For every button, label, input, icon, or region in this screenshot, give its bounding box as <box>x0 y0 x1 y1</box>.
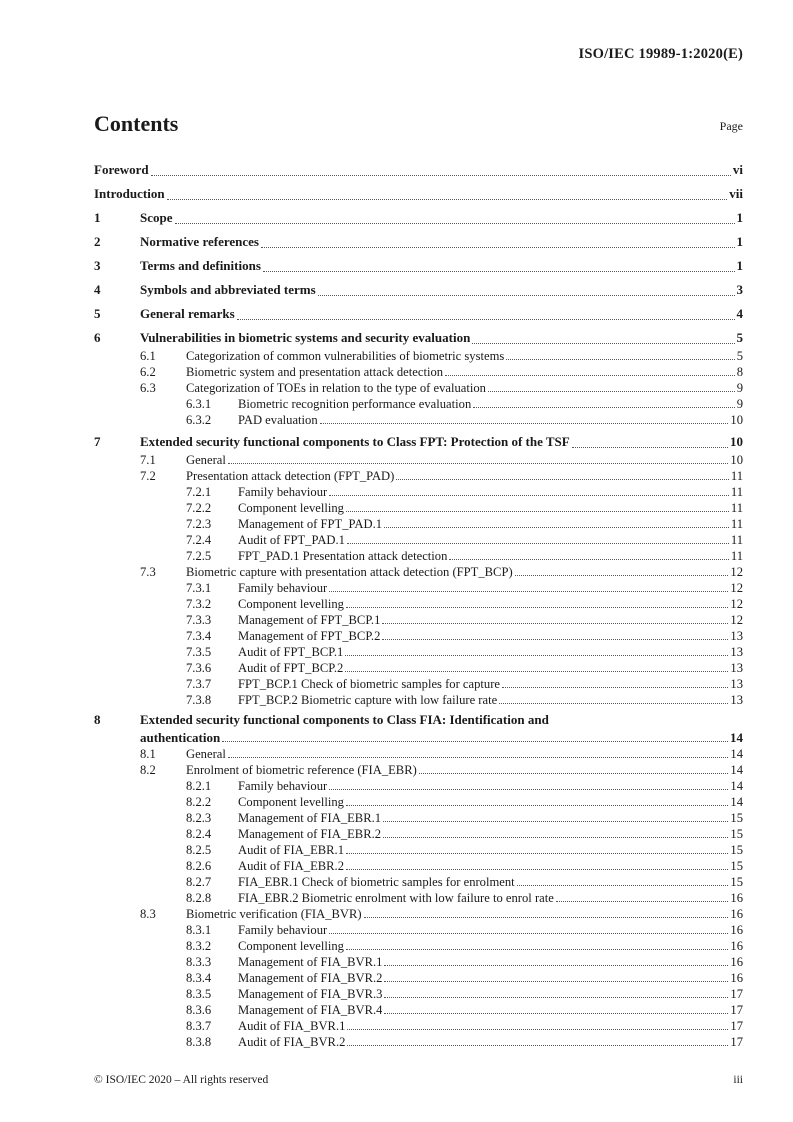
toc-entry[interactable] <box>94 208 743 228</box>
dot-leader <box>167 199 728 200</box>
toc-entry-number: 8.3.4 <box>186 971 212 985</box>
dot-leader <box>383 821 728 822</box>
toc-entry-title: FIA_EBR.2 Biometric enrolment with low failure to enrol rate <box>238 891 554 905</box>
toc-entry[interactable] <box>94 280 743 300</box>
toc-entry-title: Audit of FIA_BVR.1 <box>238 1019 346 1033</box>
toc-entry[interactable] <box>94 580 743 596</box>
toc-entry-number: 8.2.5 <box>186 843 212 857</box>
toc-entry-page: 1 <box>736 234 743 249</box>
toc-entry-page: 14 <box>730 763 743 777</box>
toc-entry-page: 10 <box>730 453 743 467</box>
toc-entry-number: 4 <box>94 282 101 297</box>
toc-entry[interactable] <box>94 256 743 276</box>
toc-entry-title: Audit of FPT_PAD.1 <box>238 533 345 547</box>
toc-entry-title: General <box>186 747 226 761</box>
toc-entry[interactable] <box>94 644 743 660</box>
toc-entry[interactable] <box>94 778 743 794</box>
toc-entry[interactable] <box>94 468 743 484</box>
page-title: Contents <box>94 111 179 136</box>
toc-entry[interactable] <box>94 596 743 612</box>
dot-leader <box>502 687 728 688</box>
toc-entry-page: 11 <box>730 549 743 563</box>
toc-entry-number: 7.3.5 <box>186 645 212 659</box>
toc-entry[interactable] <box>94 548 743 564</box>
toc-entry-number: 7.2.3 <box>186 517 212 531</box>
toc-entry[interactable] <box>94 532 743 548</box>
toc-entry-page: 11 <box>730 469 743 483</box>
dot-leader <box>556 901 729 902</box>
page-column-label: Page <box>719 119 743 133</box>
toc-entry[interactable] <box>94 810 743 826</box>
dot-leader <box>382 623 728 624</box>
toc-entry[interactable] <box>94 660 743 676</box>
dot-leader <box>329 789 728 790</box>
toc-entry-title: Biometric recognition performance evaluation <box>238 397 472 411</box>
dot-leader <box>345 671 728 672</box>
toc-entry-title: Management of FIA_EBR.1 <box>238 811 382 825</box>
toc-entry-number: 7 <box>94 434 101 449</box>
toc-entry[interactable] <box>94 452 743 468</box>
toc-entry[interactable] <box>94 890 743 906</box>
toc-entry-number: 6.1 <box>140 349 156 363</box>
toc-entry-title: Audit of FIA_EBR.2 <box>238 859 345 873</box>
toc-entry-page: 15 <box>730 859 743 873</box>
toc-entry[interactable] <box>94 986 743 1002</box>
toc-entry[interactable] <box>94 364 743 380</box>
toc-entry-number: 6 <box>94 330 101 345</box>
toc-entry-title: Management of FPT_BCP.2 <box>238 629 381 643</box>
toc-entry-number: 7.2.5 <box>186 549 212 563</box>
toc-entry-page: 11 <box>730 517 743 531</box>
toc-entry-title: Audit of FPT_BCP.2 <box>238 661 344 675</box>
toc-entry-page: 13 <box>730 661 743 675</box>
toc-entry-number: 6.3.1 <box>186 397 212 411</box>
toc-entry-title: Component levelling <box>238 795 344 809</box>
dot-leader <box>346 805 728 806</box>
toc-entry-title: Component levelling <box>238 597 344 611</box>
toc-entry-title: Foreword <box>94 162 149 177</box>
dot-leader <box>263 271 735 272</box>
toc-entry-page: 13 <box>730 677 743 691</box>
toc-entry-title: Biometric capture with presentation attack detection (FPT_BCP) <box>186 565 513 579</box>
toc-entry-title: PAD evaluation <box>238 413 318 427</box>
toc-entry-number: 8.1 <box>140 747 156 761</box>
toc-entry-title: General remarks <box>140 306 235 321</box>
toc-entry-page: 16 <box>730 939 743 953</box>
toc-entry-page: vii <box>729 186 743 201</box>
toc-entry-title: FPT_BCP.1 Check of biometric samples for capture <box>238 677 500 691</box>
toc-entry-number: 6.2 <box>140 365 156 379</box>
toc-entry-page: 15 <box>730 811 743 825</box>
toc-entry-page: 12 <box>730 597 743 611</box>
toc-entry[interactable] <box>94 858 743 874</box>
copyright-notice: © ISO/IEC 2020 – All rights reserved <box>94 1074 269 1086</box>
dot-leader <box>261 247 735 248</box>
toc-entry-number: 8.3.6 <box>186 1003 212 1017</box>
toc-entry-title: Audit of FPT_BCP.1 <box>238 645 344 659</box>
toc-entry[interactable] <box>94 160 743 180</box>
toc-entry-title: Normative references <box>140 234 259 249</box>
toc-entry-page: 4 <box>736 306 743 321</box>
toc-entry-page: 16 <box>730 923 743 937</box>
dot-leader <box>384 1013 728 1014</box>
toc-entry-page: 11 <box>730 485 743 499</box>
toc-entry-page: 15 <box>730 843 743 857</box>
toc-entry[interactable] <box>94 304 743 324</box>
toc-entry-continuation[interactable] <box>94 730 743 746</box>
toc-entry-page: 16 <box>730 955 743 969</box>
toc-entry-page: 11 <box>730 501 743 515</box>
page-number: iii <box>733 1074 743 1086</box>
toc-entry-title: Management of FIA_EBR.2 <box>238 827 382 841</box>
toc-entry-number: 7.2.2 <box>186 501 212 515</box>
dot-leader <box>151 175 731 176</box>
toc-entry-number: 7.1 <box>140 453 156 467</box>
toc-entry-page: 1 <box>736 210 743 225</box>
dot-leader <box>175 223 735 224</box>
toc-entry-number: 8.2.7 <box>186 875 212 889</box>
toc-entry-page: 12 <box>730 613 743 627</box>
toc-entry-page: 16 <box>730 971 743 985</box>
dot-leader <box>346 607 728 608</box>
toc-entry-page: 3 <box>736 282 743 297</box>
dot-leader <box>499 703 728 704</box>
dot-leader <box>318 295 735 296</box>
toc-entry[interactable] <box>94 516 743 532</box>
toc-entry-number: 1 <box>94 210 101 225</box>
toc-entry-number: 5 <box>94 306 101 321</box>
toc-entry-page: 17 <box>730 1003 743 1017</box>
toc-entry[interactable] <box>94 432 743 452</box>
toc-entry-title: Categorization of common vulnerabilities of biometric systems <box>186 349 505 363</box>
toc-entry-title: Enrolment of biometric reference (FIA_EBR) <box>186 763 417 777</box>
toc-entry-number: 8.2.8 <box>186 891 212 905</box>
dot-leader <box>488 391 735 392</box>
dot-leader <box>222 741 728 742</box>
toc-entry[interactable] <box>94 628 743 644</box>
toc-entry[interactable] <box>94 874 743 890</box>
dot-leader <box>320 423 729 424</box>
toc-entry-page: 13 <box>730 645 743 659</box>
toc-entry-page: 1 <box>736 258 743 273</box>
toc-entry-page: 8 <box>736 365 743 379</box>
toc-entry-page: 14 <box>730 730 743 745</box>
toc-entry[interactable] <box>94 676 743 692</box>
toc-entry[interactable] <box>94 380 743 396</box>
toc-entry-page: 9 <box>736 381 743 395</box>
toc-entry-number: 7.3 <box>140 565 156 579</box>
toc-entry-page: 9 <box>736 397 743 411</box>
toc-entry-title: Symbols and abbreviated terms <box>140 282 316 297</box>
toc-entry-page: 12 <box>730 565 743 579</box>
toc-entry-number: 7.3.3 <box>186 613 212 627</box>
dot-leader <box>347 543 729 544</box>
toc-entry[interactable] <box>94 1002 743 1018</box>
toc-entry-title: Extended security functional components to Class FPT: Protection of the TSF <box>140 434 570 449</box>
toc-entry-title: Family behaviour <box>238 779 328 793</box>
toc-entry-title: Biometric system and presentation attack detection <box>186 365 444 379</box>
dot-leader <box>329 495 729 496</box>
toc-entry-title: Extended security functional components to Class FIA: Identification and <box>140 712 549 727</box>
toc-entry-title: Audit of FIA_EBR.1 <box>238 843 345 857</box>
document-id: ISO/IEC 19989-1:2020(E) <box>578 46 743 62</box>
toc-entry-title-continuation: authentication <box>140 730 221 745</box>
toc-entry-title: Management of FIA_BVR.4 <box>238 1003 383 1017</box>
dot-leader <box>346 949 728 950</box>
dot-leader <box>572 447 728 448</box>
toc-entry-title: Vulnerabilities in biometric systems and security evaluation <box>140 330 471 345</box>
dot-leader <box>517 885 729 886</box>
dot-leader <box>473 407 734 408</box>
toc-entry-page: 16 <box>730 907 743 921</box>
dot-leader <box>396 479 729 480</box>
toc-entry-page: 13 <box>730 693 743 707</box>
toc-entry[interactable] <box>94 938 743 954</box>
dot-leader <box>345 655 728 656</box>
toc-entry[interactable] <box>94 184 743 204</box>
toc-entry-number: 8.3.8 <box>186 1035 212 1049</box>
dot-leader <box>228 463 729 464</box>
toc-entry-title: Component levelling <box>238 939 344 953</box>
toc-entry-page: 17 <box>730 1019 743 1033</box>
toc-entry[interactable] <box>94 232 743 252</box>
toc-entry-number: 8.2.3 <box>186 811 212 825</box>
dot-leader <box>346 511 729 512</box>
table-of-contents <box>94 156 743 1050</box>
toc-entry-number: 8.3.5 <box>186 987 212 1001</box>
dot-leader <box>419 773 729 774</box>
toc-entry-page: 13 <box>730 629 743 643</box>
dot-leader <box>384 981 728 982</box>
toc-entry[interactable] <box>94 970 743 986</box>
toc-entry[interactable] <box>94 612 743 628</box>
toc-entry-title: Management of FIA_BVR.2 <box>238 971 383 985</box>
toc-entry-page: 17 <box>730 987 743 1001</box>
toc-entry-number: 2 <box>94 234 101 249</box>
toc-entry[interactable] <box>94 746 743 762</box>
toc-entry-page: 12 <box>730 581 743 595</box>
toc-entry-number: 8.2.6 <box>186 859 212 873</box>
toc-entry-number: 3 <box>94 258 101 273</box>
dot-leader <box>346 853 728 854</box>
toc-entry-number: 7.3.7 <box>186 677 212 691</box>
toc-entry-page: 17 <box>730 1035 743 1049</box>
toc-entry[interactable] <box>94 692 743 708</box>
dot-leader <box>445 375 735 376</box>
toc-entry-title: Categorization of TOEs in relation to the type of evaluation <box>186 381 486 395</box>
dot-leader <box>383 837 728 838</box>
toc-entry-number: 8.3.3 <box>186 955 212 969</box>
toc-entry-title: General <box>186 453 226 467</box>
dot-leader <box>347 1029 728 1030</box>
dot-leader <box>449 559 728 560</box>
toc-entry-page: 14 <box>730 779 743 793</box>
toc-entry[interactable] <box>94 328 743 348</box>
toc-entry[interactable] <box>94 794 743 810</box>
toc-entry-number: 7.3.4 <box>186 629 212 643</box>
toc-entry-title: Scope <box>140 210 173 225</box>
toc-entry-title: FPT_BCP.2 Biometric capture with low failure rate <box>238 693 498 707</box>
toc-entry-number: 8 <box>94 712 101 727</box>
toc-entry-title: Management of FPT_PAD.1 <box>238 517 383 531</box>
toc-entry-title: Terms and definitions <box>140 258 261 273</box>
toc-entry-page: 11 <box>730 533 743 547</box>
toc-entry-page: 16 <box>730 891 743 905</box>
toc-entry-number: 7.2.4 <box>186 533 212 547</box>
toc-entry-page: 10 <box>730 434 743 449</box>
dot-leader <box>228 757 729 758</box>
toc-entry-number: 8.3.7 <box>186 1019 212 1033</box>
toc-entry-title: Management of FIA_BVR.3 <box>238 987 383 1001</box>
toc-entry[interactable] <box>94 484 743 500</box>
dot-leader <box>346 869 728 870</box>
toc-entry[interactable] <box>94 954 743 970</box>
toc-entry-title: FIA_EBR.1 Check of biometric samples for enrolment <box>238 875 515 889</box>
dot-leader <box>384 997 728 998</box>
toc-entry[interactable] <box>94 500 743 516</box>
dot-leader <box>515 575 729 576</box>
dot-leader <box>506 359 734 360</box>
toc-entry-number: 7.3.6 <box>186 661 212 675</box>
toc-entry-number: 7.3.8 <box>186 693 212 707</box>
toc-entry-page: 14 <box>730 747 743 761</box>
toc-entry[interactable] <box>94 842 743 858</box>
toc-entry[interactable] <box>94 348 743 364</box>
toc-entry-title: Biometric verification (FIA_BVR) <box>186 907 362 921</box>
toc-entry[interactable] <box>94 1034 743 1050</box>
dot-leader <box>364 917 729 918</box>
toc-entry-number: 7.3.1 <box>186 581 212 595</box>
dot-leader <box>382 639 728 640</box>
toc-entry[interactable] <box>94 826 743 842</box>
dot-leader <box>347 1045 728 1046</box>
toc-entry-title: Presentation attack detection (FPT_PAD) <box>186 469 395 483</box>
toc-entry[interactable] <box>94 412 743 428</box>
toc-entry-title: Family behaviour <box>238 923 328 937</box>
toc-entry[interactable] <box>94 712 743 730</box>
dot-leader <box>329 933 728 934</box>
toc-entry-page: 10 <box>730 413 743 427</box>
dot-leader <box>472 343 734 344</box>
toc-entry-page: 5 <box>736 330 743 345</box>
toc-entry-number: 6.3 <box>140 381 156 395</box>
toc-entry-number: 8.3.1 <box>186 923 212 937</box>
toc-entry-number: 8.2.4 <box>186 827 212 841</box>
toc-entry-title: Introduction <box>94 186 165 201</box>
toc-entry-number: 8.2.1 <box>186 779 212 793</box>
toc-entry[interactable] <box>94 396 743 412</box>
toc-entry-title: Management of FPT_BCP.1 <box>238 613 381 627</box>
toc-entry-page: 15 <box>730 875 743 889</box>
toc-entry[interactable] <box>94 906 743 922</box>
toc-entry-number: 8.2 <box>140 763 156 777</box>
toc-entry-title: Family behaviour <box>238 485 328 499</box>
toc-entry[interactable] <box>94 762 743 778</box>
toc-entry-number: 7.2 <box>140 469 156 483</box>
toc-entry-number: 8.3.2 <box>186 939 212 953</box>
toc-entry-title: Family behaviour <box>238 581 328 595</box>
toc-entry-title: Management of FIA_BVR.1 <box>238 955 383 969</box>
toc-entry-page: 5 <box>736 349 743 363</box>
dot-leader <box>384 527 729 528</box>
toc-entry-title: FPT_PAD.1 Presentation attack detection <box>238 549 448 563</box>
toc-entry-number: 7.3.2 <box>186 597 212 611</box>
toc-entry-title: Component levelling <box>238 501 344 515</box>
toc-entry-number: 8.3 <box>140 907 156 921</box>
toc-entry[interactable] <box>94 564 743 580</box>
toc-entry-title: Audit of FIA_BVR.2 <box>238 1035 346 1049</box>
toc-entry-page: 15 <box>730 827 743 841</box>
toc-entry-page: 14 <box>730 795 743 809</box>
toc-entry-page: vi <box>732 162 743 177</box>
toc-entry[interactable] <box>94 922 743 938</box>
toc-entry-number: 8.2.2 <box>186 795 212 809</box>
toc-entry-number: 7.2.1 <box>186 485 212 499</box>
toc-entry[interactable] <box>94 1018 743 1034</box>
dot-leader <box>329 591 728 592</box>
dot-leader <box>384 965 728 966</box>
toc-entry-number: 6.3.2 <box>186 413 212 427</box>
dot-leader <box>237 319 735 320</box>
